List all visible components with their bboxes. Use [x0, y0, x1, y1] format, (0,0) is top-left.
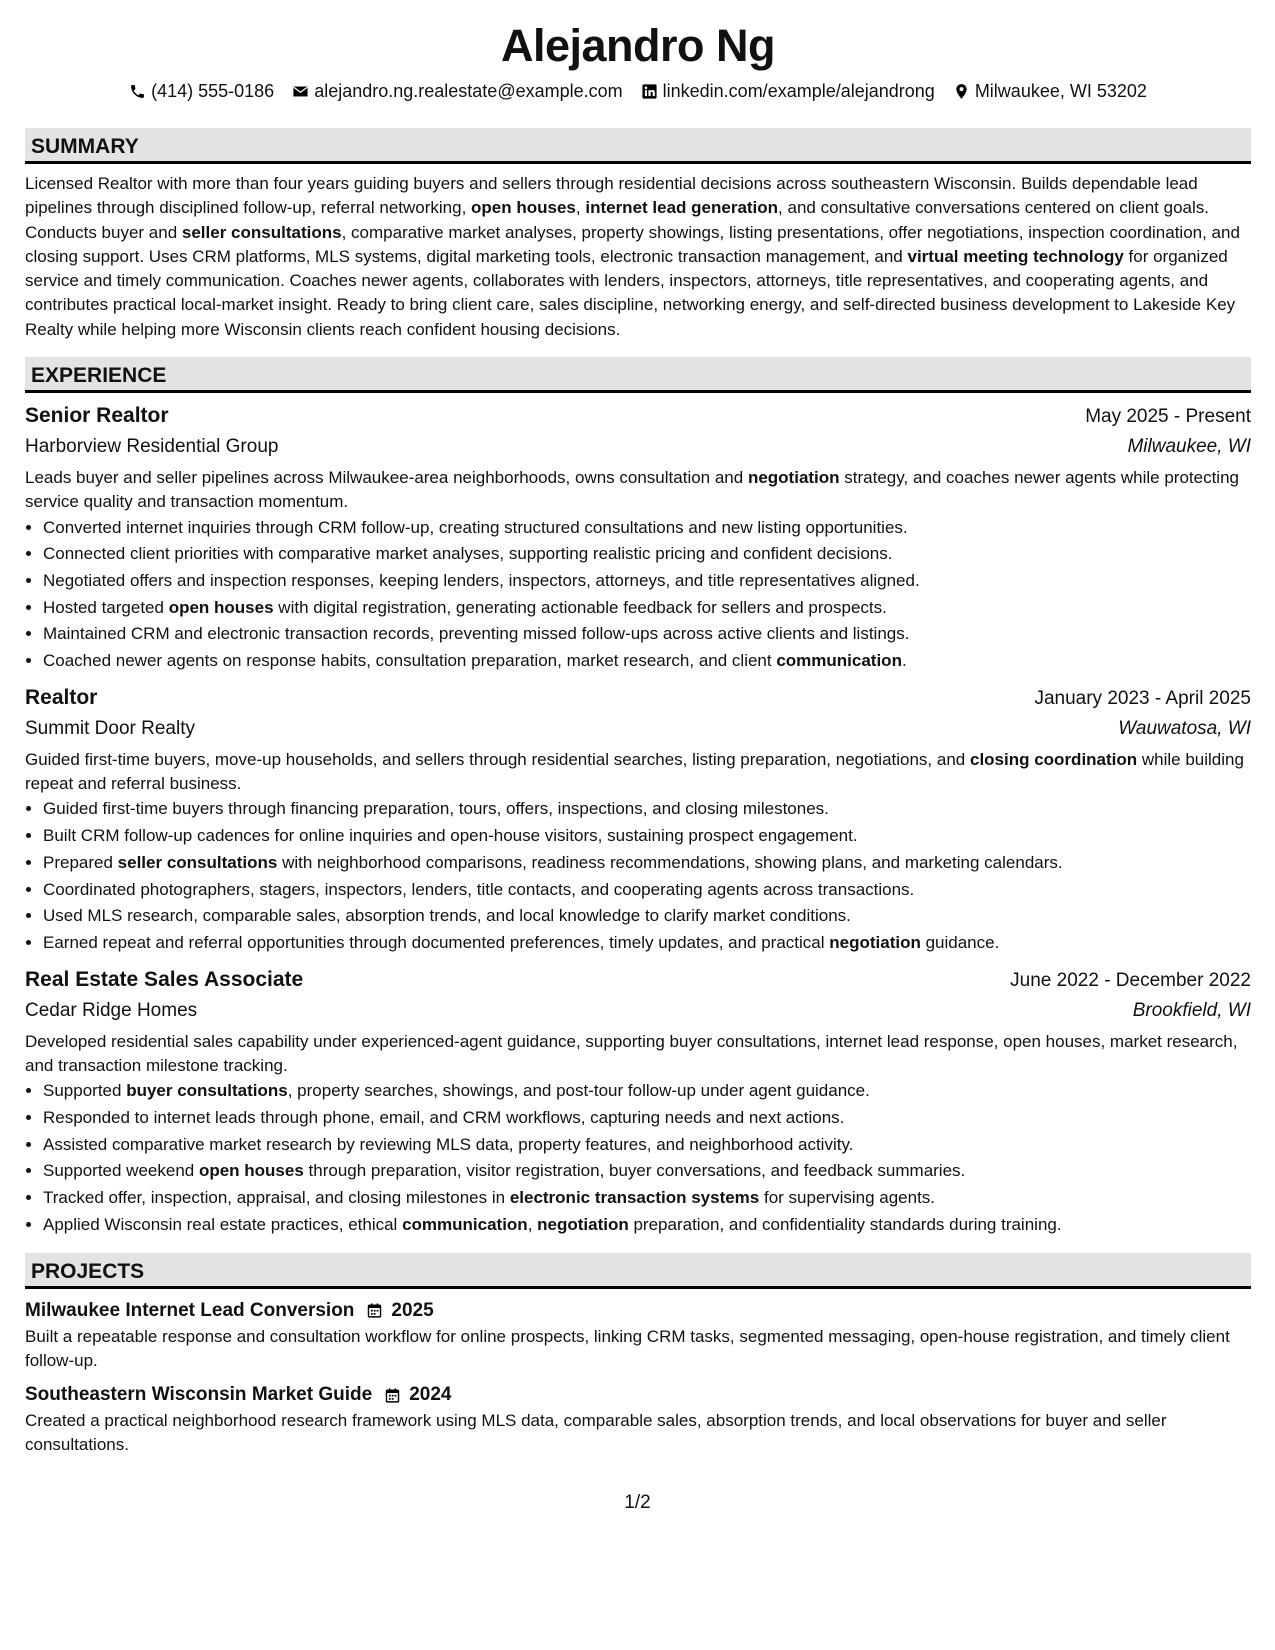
job-entry — [25, 965, 1251, 1239]
emphasis-text: open houses — [471, 198, 576, 218]
text-run: Earned repeat and referral opportunities through documented preferences, timely updates, and practical — [43, 933, 830, 952]
text-run: Built CRM follow-up cadences for online inquiries and open-house visitors, sustaining prospect engagement. — [43, 826, 858, 846]
text-run: . — [901, 651, 907, 671]
section-heading-summary: SUMMARY — [25, 128, 1251, 164]
emphasis-text: virtual meeting technology — [907, 246, 1124, 266]
emphasis-text: buyer consultations — [126, 1081, 288, 1101]
summary-text — [25, 172, 1251, 342]
calendar-icon — [366, 1302, 383, 1319]
bullet-item — [43, 595, 1251, 622]
project-list — [25, 1297, 1251, 1458]
job-title-row — [25, 683, 1251, 714]
project-year: 2024 — [409, 1384, 452, 1406]
text-run: Developed residential sales capability under experienced-agent guidance, supporting buyer consultations, internet lead response, open houses, market research, and transaction milestone tracking. — [25, 1031, 1238, 1075]
job-entry — [25, 683, 1251, 957]
summary-section — [25, 128, 1251, 342]
phone-icon — [129, 83, 146, 100]
job-company-row — [25, 432, 1251, 462]
job-company-row — [25, 996, 1251, 1026]
bullet-item — [43, 1078, 1251, 1105]
text-run: for organized service and timely communication. Coaches newer agents, collaborates with lenders, inspectors, attorneys, title representatives, and cooperating agents, and contributes practical local-market insight. Ready to bring client care, sales discipline, networking energy, and self-directed business development to Lakeside Key Realty while helping more Wisconsin clients reach confident housing decisions. — [25, 246, 1236, 339]
bullet-item — [43, 796, 1251, 823]
job-entry — [25, 401, 1251, 675]
map-pin-icon — [953, 83, 970, 100]
text-run: Prepared — [43, 852, 118, 872]
phone-text: (414) 555-0186 — [151, 81, 275, 101]
bullet-item — [43, 1185, 1251, 1212]
emphasis-text: communication — [402, 1214, 528, 1234]
bullet-item — [43, 1212, 1251, 1239]
bullet-item — [43, 877, 1251, 904]
text-run: for supervising agents. — [759, 1188, 936, 1208]
calendar-icon — [384, 1387, 401, 1404]
contact-phone — [129, 78, 274, 104]
text-run: Licensed Realtor with more than four years guiding buyers and sellers through residential decisions across southeastern Wisconsin. Builds dependable lead pipelines through disciplined follow-up, referral networking, — [25, 174, 1198, 218]
emphasis-text: negotiation — [829, 933, 921, 952]
text-run: while building repeat and referral business. — [25, 749, 1244, 794]
job-location: Wauwatosa, WI — [1118, 717, 1251, 739]
emphasis-text: internet lead generation — [585, 198, 779, 218]
text-run: Connected client priorities with comparative market analyses, supporting realistic pricing and confident decisions. — [43, 544, 893, 564]
project-entry — [25, 1297, 1251, 1374]
text-run: Hosted targeted — [43, 597, 169, 617]
text-run: Converted internet inquiries through CRM follow-up, creating structured consultations and new listing opportunities. — [43, 517, 908, 537]
bullet-item — [43, 823, 1251, 850]
text-run: Negotiated offers and inspection responses, keeping lenders, inspectors, attorneys, and title representatives aligned. — [43, 571, 920, 591]
text-run: guidance. — [920, 933, 1000, 952]
resume-page — [25, 18, 1251, 1458]
location-text: Milwaukee, WI 53202 — [974, 81, 1147, 101]
text-run: , comparative market analyses, property showings, listing presentations, offer negotiations, inspection coordination, and closing support. Uses CRM platforms, MLS systems, digital marketing tools, electronic transaction management, and — [25, 222, 1240, 266]
text-run: with neighborhood comparisons, readiness recommendations, showing plans, and marketing calendars. — [277, 852, 1063, 872]
job-location: Milwaukee, WI — [1127, 436, 1251, 458]
job-dates: June 2022 - December 2022 — [1010, 969, 1251, 991]
emphasis-text: negotiation — [537, 1214, 629, 1234]
section-heading-experience: EXPERIENCE — [25, 357, 1251, 393]
text-run: , — [527, 1214, 538, 1234]
page-number: 1/2 — [624, 1492, 651, 1513]
text-run: with digital registration, generating actionable feedback for sellers and prospects. — [273, 597, 887, 617]
job-description — [25, 748, 1251, 797]
text-run: Tracked offer, inspection, appraisal, and closing milestones in — [43, 1188, 510, 1208]
text-run: , and consultative conversations centered on client goals. Conducts buyer and — [25, 198, 1209, 242]
project-title: Southeastern Wisconsin Market Guide — [25, 1384, 373, 1406]
envelope-icon — [292, 83, 309, 100]
emphasis-text: negotiation — [747, 468, 840, 488]
job-company: Harborview Residential Group — [25, 436, 279, 458]
bullet-item — [43, 568, 1251, 595]
job-company: Summit Door Realty — [25, 717, 195, 739]
projects-section — [25, 1253, 1251, 1458]
emphasis-text: electronic transaction systems — [509, 1188, 760, 1208]
text-run: Responded to internet leads through phone, email, and CRM workflows, capturing needs and next actions. — [43, 1108, 845, 1127]
text-run: Supported — [43, 1081, 127, 1101]
bullet-item — [43, 515, 1251, 542]
text-run: Coached newer agents on response habits, consultation preparation, market research, and client — [43, 651, 777, 671]
section-heading-projects: PROJECTS — [25, 1253, 1251, 1289]
job-description — [25, 466, 1251, 515]
job-dates: January 2023 - April 2025 — [1034, 687, 1251, 709]
contact-email[interactable] — [292, 78, 622, 104]
bullet-item — [43, 930, 1251, 957]
linkedin-text[interactable]: linkedin.com/example/alejandrong — [662, 81, 935, 101]
job-bullets — [25, 796, 1251, 956]
emphasis-text: open houses — [168, 597, 274, 617]
job-list — [25, 401, 1251, 1238]
job-bullets — [25, 1078, 1251, 1238]
job-bullets — [25, 515, 1251, 675]
bullet-item — [43, 850, 1251, 877]
job-title: Realtor — [25, 685, 98, 709]
emphasis-text: open houses — [198, 1161, 304, 1181]
text-run: Guided first-time buyers through financing preparation, tours, offers, inspections, and closing milestones. — [43, 799, 829, 819]
job-title: Senior Realtor — [25, 404, 169, 428]
text-run: through preparation, visitor registration, buyer conversations, and feedback summaries. — [303, 1161, 966, 1181]
project-header — [25, 1297, 1251, 1325]
text-run: , property searches, showings, and post-tour follow-up under agent guidance. — [287, 1081, 870, 1101]
project-year: 2025 — [391, 1299, 434, 1321]
experience-section — [25, 357, 1251, 1238]
bullet-item — [43, 903, 1251, 930]
linkedin-icon — [641, 83, 658, 100]
text-run: Coordinated photographers, stagers, inspectors, lenders, title contacts, and cooperating agents across transactions. — [43, 879, 915, 899]
job-location: Brookfield, WI — [1132, 999, 1251, 1021]
bullet-item — [43, 1158, 1251, 1185]
job-title: Real Estate Sales Associate — [25, 967, 304, 991]
candidate-name: Alejandro Ng — [500, 20, 776, 71]
emphasis-text: seller consultations — [117, 852, 278, 872]
emphasis-text: closing coordination — [969, 749, 1138, 769]
bullet-item — [43, 621, 1251, 648]
job-title-row — [25, 965, 1251, 996]
job-company-row — [25, 714, 1251, 744]
contact-bar — [25, 78, 1251, 104]
text-run: Supported weekend — [43, 1161, 199, 1181]
text-run: preparation, and confidentiality standards during training. — [628, 1214, 1062, 1234]
project-header — [25, 1381, 1251, 1409]
text-run: Maintained CRM and electronic transaction records, preventing missed follow-ups across active clients and listings. — [43, 624, 910, 644]
text-run: strategy, and coaches newer agents while protecting service quality and transaction momentum. — [25, 468, 1239, 512]
job-dates: May 2025 - Present — [1085, 406, 1251, 428]
email-text[interactable]: alejandro.ng.realestate@example.com — [314, 81, 623, 101]
project-entry — [25, 1381, 1251, 1458]
job-company: Cedar Ridge Homes — [25, 999, 198, 1021]
text-run: Leads buyer and seller pipelines across Milwaukee-area neighborhoods, owns consultation and — [25, 468, 748, 488]
job-title-row — [25, 401, 1251, 432]
text-run: Assisted comparative market research by reviewing MLS data, property features, and neighborhood activity. — [43, 1134, 854, 1154]
bullet-item — [43, 541, 1251, 568]
contact-linkedin[interactable] — [641, 78, 935, 104]
bullet-item — [43, 1105, 1251, 1132]
bullet-item — [43, 648, 1251, 675]
project-description: Built a repeatable response and consultation workflow for online prospects, linking CRM tasks, segmented messaging, open-house registration, and timely client follow-up. — [25, 1326, 1230, 1370]
project-description: Created a practical neighborhood research framework using MLS data, comparable sales, absorption trends, and local observations for buyer and seller consultations. — [25, 1411, 1167, 1455]
bullet-item — [43, 1132, 1251, 1159]
text-run: , — [575, 198, 586, 218]
text-run: Applied Wisconsin real estate practices, ethical — [43, 1214, 403, 1234]
project-title: Milwaukee Internet Lead Conversion — [25, 1299, 355, 1321]
emphasis-text: communication — [776, 651, 902, 671]
text-run: Used MLS research, comparable sales, absorption trends, and local knowledge to clarify market conditions. — [43, 906, 851, 926]
text-run: Guided first-time buyers, move-up households, and sellers through residential searches, listing preparation, negotiations, and — [25, 749, 970, 769]
emphasis-text: seller consultations — [181, 222, 342, 242]
contact-location — [953, 78, 1147, 104]
job-description — [25, 1030, 1251, 1079]
